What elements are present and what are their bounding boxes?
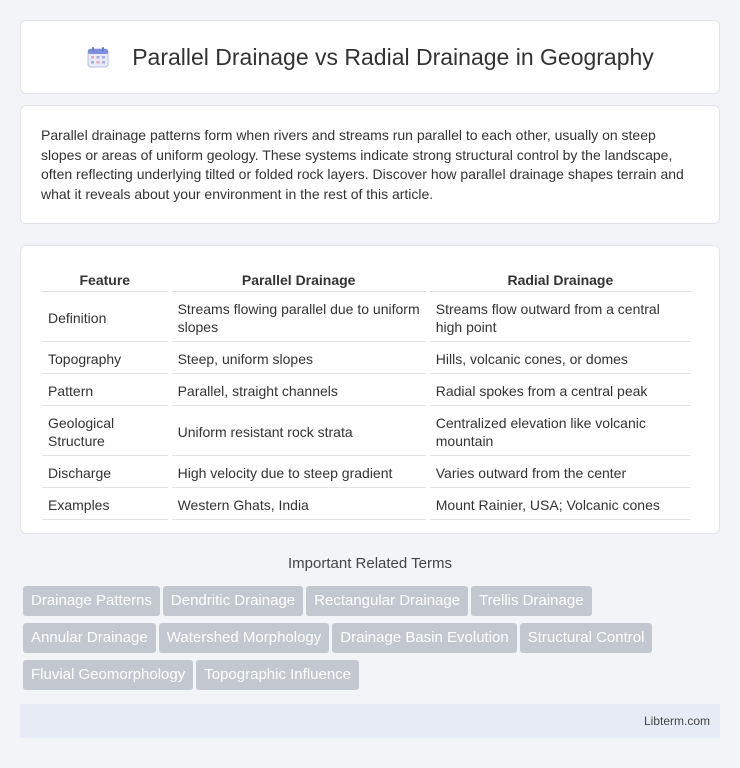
intro-card: [20, 105, 720, 224]
related-term-tag[interactable]: Topographic Influence: [196, 660, 359, 690]
title-card: [20, 20, 720, 94]
table-row: [42, 344, 691, 374]
calendar-icon: [86, 45, 110, 69]
intro-text: Parallel drainage patterns form when rivers and streams run parallel to each other, usually on steep slopes or areas of uniform geology. These systems indicate strong structural control by the landscape, often reflecting underlying tilted or folded rock layers. Discover how parallel drainage shapes terrain and what it reveals about your environment in the rest of this article.: [41, 127, 684, 202]
related-terms-title: Important Related Terms: [288, 555, 452, 572]
table-cell: Mount Rainier, USA; Volcanic cones: [430, 490, 691, 520]
page-title: Parallel Drainage vs Radial Drainage in Geography: [132, 43, 654, 70]
table-cell: Discharge: [42, 458, 168, 488]
related-term-tag[interactable]: Rectangular Drainage: [306, 586, 468, 616]
table-row: [42, 408, 691, 456]
related-term-tag[interactable]: Watershed Morphology: [159, 623, 330, 653]
related-term-tag[interactable]: Dendritic Drainage: [163, 586, 303, 616]
table-cell: Definition: [42, 294, 168, 342]
table-cell: High velocity due to steep gradient: [172, 458, 426, 488]
table-cell: Streams flowing parallel due to uniform slopes: [172, 294, 426, 342]
table-row: [42, 490, 691, 520]
table-row: [42, 294, 691, 342]
header-parallel: Parallel Drainage: [172, 268, 426, 292]
table-cell: Streams flow outward from a central high point: [430, 294, 691, 342]
table-header-row: [42, 268, 691, 292]
table-row: [42, 376, 691, 406]
table-cell: Western Ghats, India: [172, 490, 426, 520]
comparison-table-card: [20, 245, 720, 534]
related-term-tag[interactable]: Fluvial Geomorphology: [23, 660, 193, 690]
footer: [20, 704, 720, 738]
table-cell: Hills, volcanic cones, or domes: [430, 344, 691, 374]
header-radial: Radial Drainage: [430, 268, 691, 292]
related-terms-list: [23, 586, 723, 697]
table-cell: Varies outward from the center: [430, 458, 691, 488]
table-cell: Radial spokes from a central peak: [430, 376, 691, 406]
table-cell: Topography: [42, 344, 168, 374]
comparison-table: [38, 266, 695, 522]
related-term-tag[interactable]: Annular Drainage: [23, 623, 156, 653]
table-cell: Steep, uniform slopes: [172, 344, 426, 374]
related-term-tag[interactable]: Trellis Drainage: [471, 586, 591, 616]
table-cell: Geological Structure: [42, 408, 168, 456]
table-cell: Centralized elevation like volcanic mountain: [430, 408, 691, 456]
table-cell: Uniform resistant rock strata: [172, 408, 426, 456]
related-term-tag[interactable]: Drainage Patterns: [23, 586, 160, 616]
related-term-tag[interactable]: Drainage Basin Evolution: [332, 623, 516, 653]
footer-site-link[interactable]: Libterm.com: [643, 714, 710, 728]
related-term-tag[interactable]: Structural Control: [520, 623, 653, 653]
table-cell: Parallel, straight channels: [172, 376, 426, 406]
header-feature: Feature: [42, 268, 168, 292]
table-cell: Pattern: [42, 376, 168, 406]
table-row: [42, 458, 691, 488]
table-cell: Examples: [42, 490, 168, 520]
